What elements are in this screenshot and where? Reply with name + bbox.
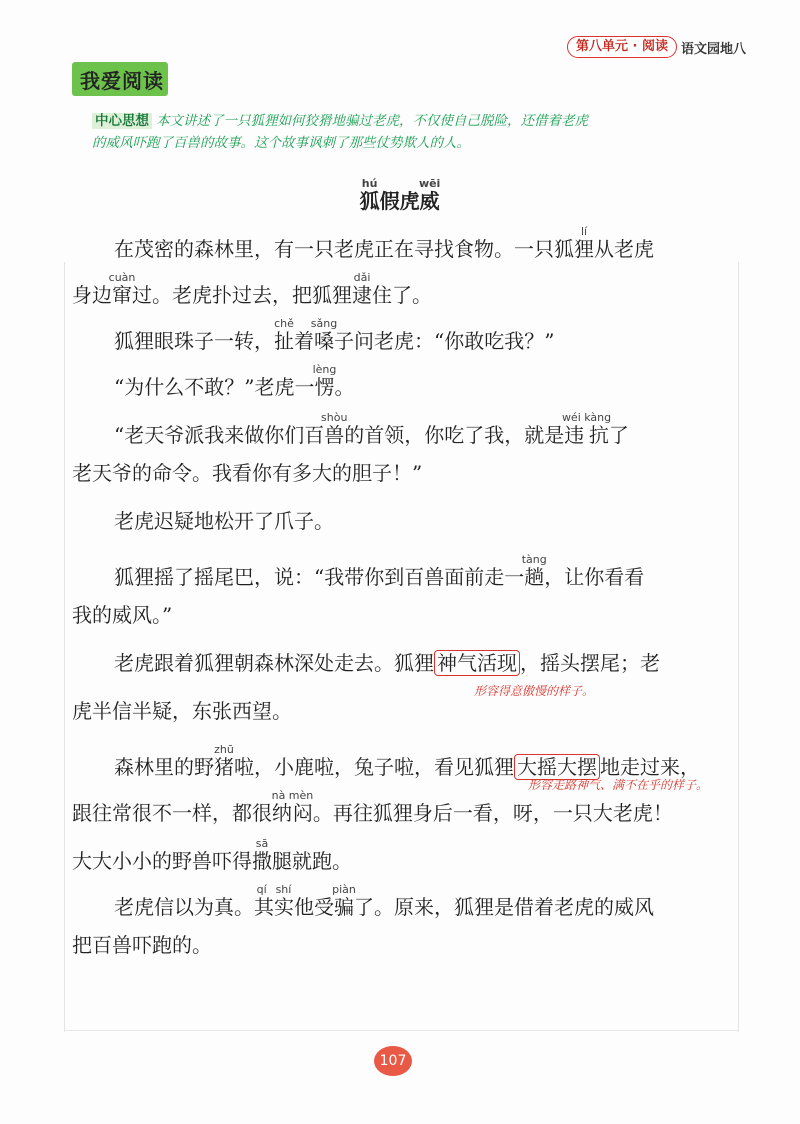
story-line: “老天爷派我来做你们百兽shòu的首领，你吃了我，就是违抗wéi kàng了 (114, 411, 629, 447)
left-margin-rule (64, 262, 65, 1032)
margin-note: 形容走路神气、满不在乎的样子。 (528, 778, 709, 792)
story-line: 把百兽吓跑的。 (72, 933, 212, 957)
story-line: 我的威风。” (72, 603, 173, 627)
section-tag (72, 62, 168, 96)
unit-label-badge: 第八单元 · 阅读 (567, 36, 677, 58)
book-section-label: 语文园地八 (681, 42, 747, 57)
page-number: 107 (374, 1046, 412, 1076)
story-line: 老虎跟着狐狸朝森林深处走去。狐狸 神气活现 ，摇头摆尾；老 (114, 651, 660, 675)
bottom-rule (64, 1030, 739, 1031)
story-line: 老虎迟疑地松开了爪子。 (114, 509, 334, 533)
story-line: 身边窜cuàn过。老虎扑过去，把狐狸逮dǎi住了。 (72, 271, 432, 307)
annotated-phrase: 神气活现 (434, 650, 520, 676)
story-line: “为什么不敢？”老虎一愣lèng。 (114, 363, 355, 399)
story-line: 森林里的野猪zhū啦，小鹿啦，兔子啦，看见狐狸 大摇大摆 地走过来， (114, 743, 700, 779)
right-margin-rule (738, 262, 739, 1032)
title-char-4: 威wēi (418, 177, 441, 213)
story-line: 老虎信以为真。其实qí shí他受骗piàn了。原来，狐狸是借着老虎的威风 (114, 883, 654, 919)
central-idea-line-2: 的威风吓跑了百兽的故事。这个故事讽刺了那些仗势欺人的人。 (92, 135, 470, 151)
story-line: 在茂密的森林里，有一只老虎正在寻找食物。一只狐狸lí从老虎 (114, 225, 654, 261)
title-char-1: 狐hú (359, 177, 380, 213)
story-title (0, 178, 800, 214)
section-tag-text: 我爱阅读 (80, 69, 164, 93)
central-idea-label: 中心思想 (92, 113, 152, 129)
story-line: 老天爷的命令。我看你有多大的胆子！” (72, 461, 423, 485)
story-line: 大大小小的野兽吓得撒sā腿就跑。 (72, 837, 352, 873)
story-line: 狐狸摇了摇尾巴，说：“我带你到百兽面前走一趟tàng，让你看看 (114, 553, 645, 589)
story-line: 虎半信半疑，东张西望。 (72, 699, 292, 723)
title-char-3: 虎 (399, 189, 420, 213)
central-idea-box (92, 110, 712, 154)
central-idea-line-1 (92, 110, 712, 132)
central-idea-text-1: 本文讲述了一只狐狸如何狡猾地骗过老虎，不仅使自己脱险，还借着老虎 (156, 113, 588, 129)
story-line: 狐狸眼珠子一转，扯chě着嗓sǎng子问老虎：“你敢吃我？” (114, 317, 555, 353)
margin-note: 形容得意傲慢的样子。 (474, 684, 595, 698)
annotated-phrase: 大摇大摆 (514, 754, 600, 780)
story-line: 跟往常很不一样，都很纳闷nà mèn。再往狐狸身后一看，呀，一只大老虎！ (72, 789, 673, 825)
title-char-2: 假 (379, 189, 400, 213)
